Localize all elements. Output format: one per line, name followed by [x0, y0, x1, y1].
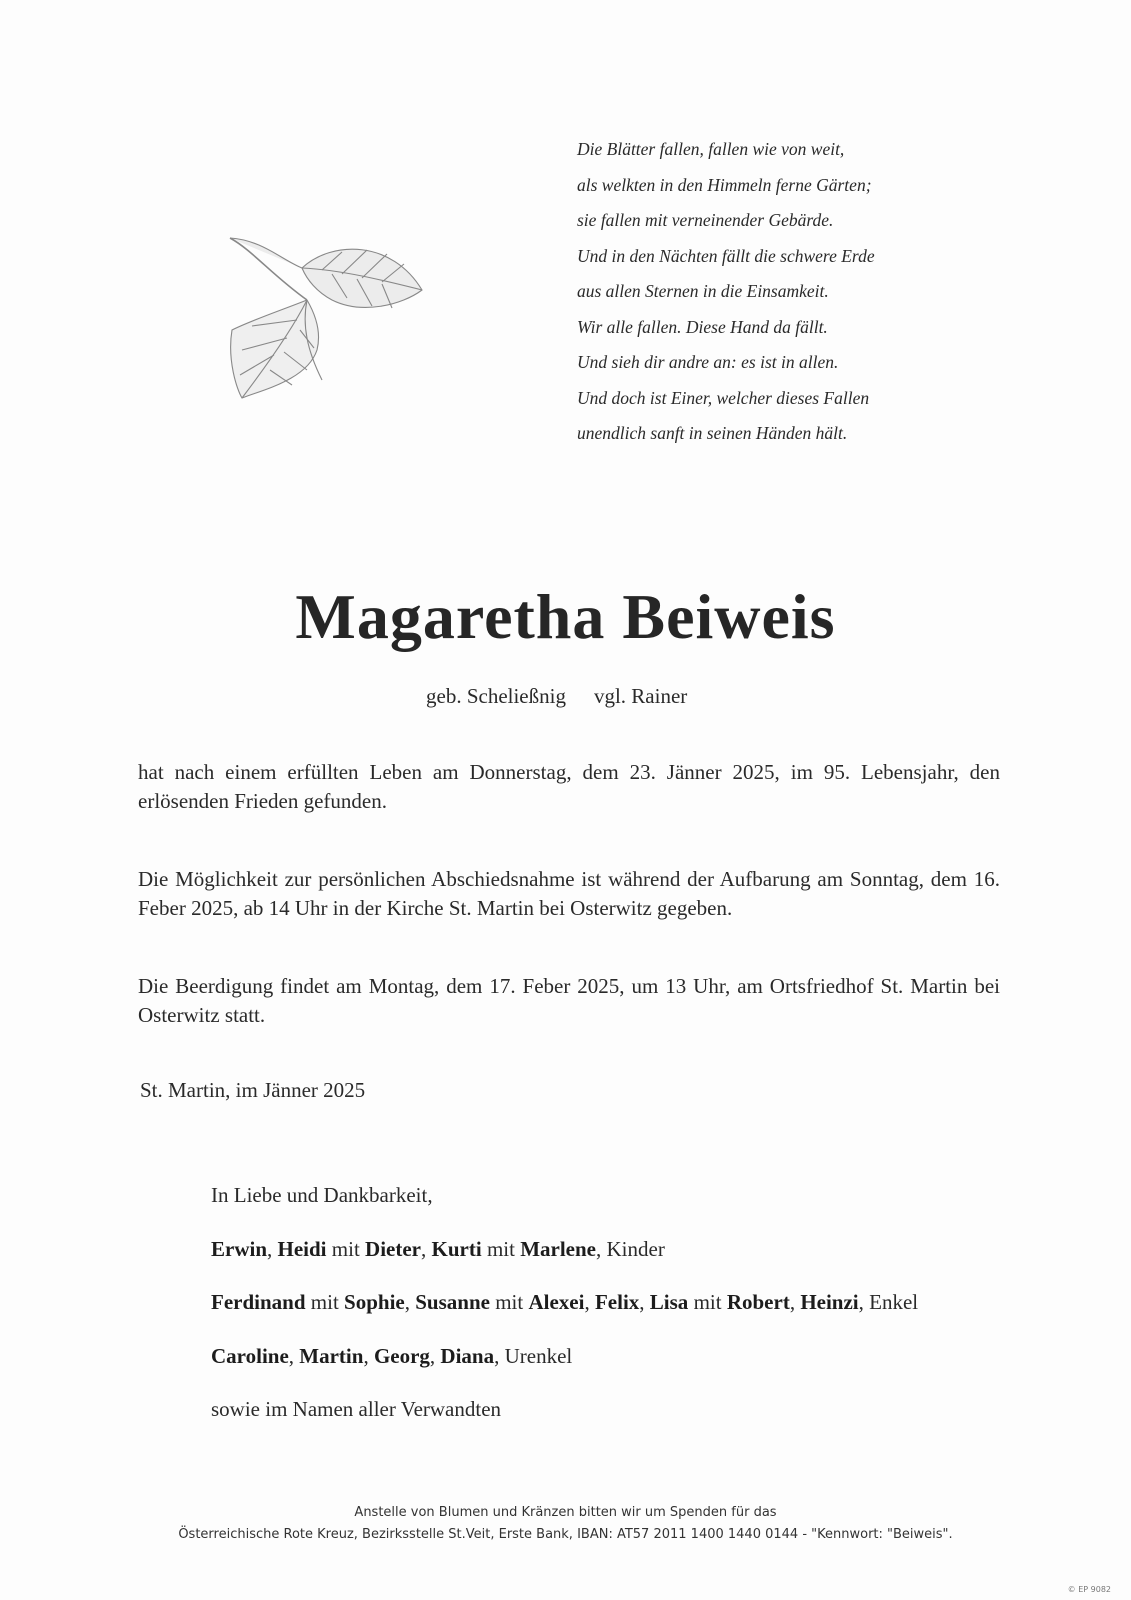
greatgrandchildren-row: Caroline, Martin, Georg, Diana, Urenkel: [211, 1343, 573, 1368]
grandchildren-row: Ferdinand mit Sophie, Susanne mit Alexei, Felix, Lisa mit Robert, Heinzi, Enkel: [211, 1290, 919, 1314]
poem-line: Und in den Nächten fällt die schwere Erde: [577, 245, 875, 266]
poem-line: sie fallen mit verneinender Gebärde.: [577, 210, 834, 230]
place-date: St. Martin, im Jänner 2025: [140, 1078, 366, 1102]
poem-line: Die Blätter fallen, fallen wie von weit,: [577, 139, 845, 159]
donation-line-2: Österreichische Rote Kreuz, Bezirksstelle St.Veit, Erste Bank, IBAN: AT57 2011 1400 1440 0144 - "Kennwort: "Beiweis".: [178, 1527, 953, 1542]
donation-line-1: Anstelle von Blumen und Kränzen bitten wir um Spenden für das: [354, 1505, 777, 1520]
birth-name: geb. Scheließnig: [426, 684, 566, 708]
children-row: Erwin, Heidi mit Dieter, Kurti mit Marlene, Kinder: [211, 1236, 665, 1261]
donation-note: [0, 1502, 1131, 1546]
deceased-maiden-names: [426, 684, 687, 709]
family-intro: In Liebe und Dankbarkeit,: [211, 1183, 433, 1207]
alias-name: vgl. Rainer: [593, 684, 688, 708]
poem-line: unendlich sanft in seinen Händen hält.: [577, 423, 848, 443]
poem: [577, 132, 1017, 452]
funeral-paragraph: Die Beerdigung findet am Montag, dem 17. Feber 2025, um 13 Uhr, am Ortsfriedhof St. Martin bei Osterwitz statt.: [138, 974, 1000, 1027]
death-notice-paragraph: hat nach einem erfüllten Leben am Donnerstag, dem 23. Jänner 2025, im 95. Lebensjahr, den erlösenden Frieden gefunden.: [138, 760, 1000, 813]
print-code: © EP 9082: [1067, 1585, 1111, 1594]
poem-line: Und doch ist Einer, welcher dieses Fallen: [577, 387, 870, 408]
deceased-name: Magaretha Beiweis: [295, 581, 836, 652]
family-section: [211, 1181, 1011, 1449]
leaf-drawing-icon: [222, 230, 432, 410]
poem-line: Und sieh dir andre an: es ist in allen.: [577, 352, 839, 372]
family-closing: sowie im Namen aller Verwandten: [211, 1397, 502, 1421]
poem-line: Wir alle fallen. Diese Hand da fällt.: [577, 316, 828, 337]
poem-line: aus allen Sternen in die Einsamkeit.: [577, 281, 829, 301]
viewing-paragraph: Die Möglichkeit zur persönlichen Abschiedsnahme ist während der Aufbarung am Sonntag, dem 16. Feber 2025, ab 14 Uhr in der Kirche St. Martin bei Osterwitz gegeben.: [138, 867, 1000, 920]
poem-line: als welkten in den Himmeln ferne Gärten;: [577, 174, 872, 195]
